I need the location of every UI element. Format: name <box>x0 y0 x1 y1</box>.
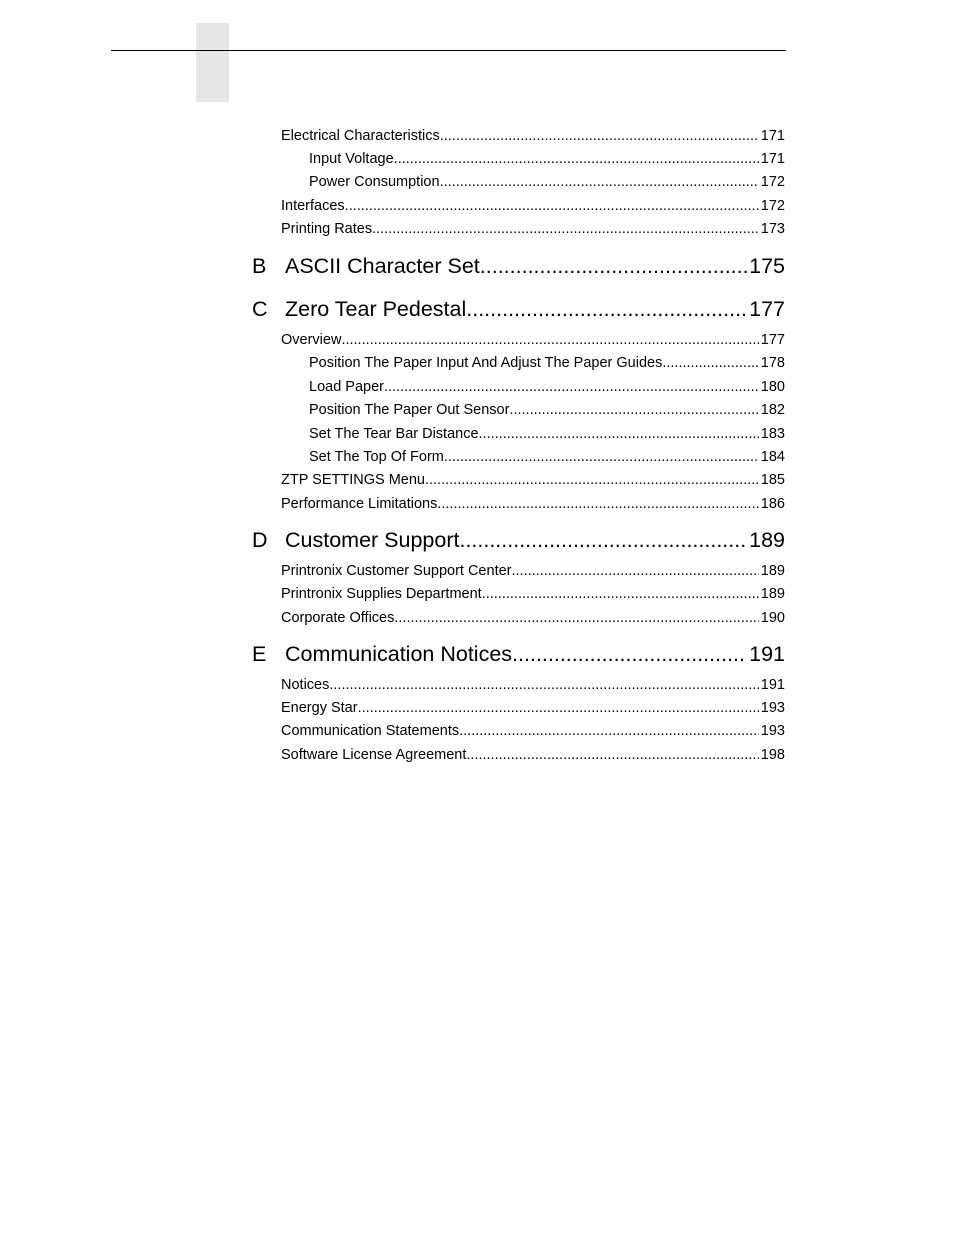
toc-entry-page: 189 <box>760 563 785 579</box>
toc-chapter-c[interactable] <box>252 295 785 323</box>
dot-leader <box>440 172 759 192</box>
toc-entry-electrical-characteristics[interactable] <box>281 126 785 146</box>
toc-entry-interfaces[interactable] <box>281 196 785 216</box>
toc-entry-page: 182 <box>760 402 785 418</box>
toc-entry-page: 198 <box>760 747 785 763</box>
dot-leader <box>480 252 747 280</box>
dot-leader <box>459 721 759 741</box>
toc-entry-label: ZTP SETTINGS Menu <box>281 472 425 488</box>
dot-leader <box>466 295 747 323</box>
toc-entry-label: Position The Paper Out Sensor <box>309 402 510 418</box>
toc-entry-notices[interactable] <box>281 675 785 695</box>
toc-entry-page: 190 <box>760 610 785 626</box>
toc-entry-label: Energy Star <box>281 700 358 716</box>
toc-entry-communication-statements[interactable] <box>281 721 785 741</box>
toc-entry-label: Performance Limitations <box>281 496 438 512</box>
toc-entry-ztp-settings-menu[interactable] <box>281 470 785 490</box>
chapter-letter: C <box>252 297 268 321</box>
dot-leader <box>662 353 758 373</box>
toc-entry-page: 191 <box>760 677 785 693</box>
toc-entry-page: 177 <box>760 332 785 348</box>
dot-leader <box>358 698 759 718</box>
dot-leader <box>425 470 759 490</box>
toc-entry-page: 180 <box>760 379 785 395</box>
toc-entry-page: 193 <box>760 700 785 716</box>
toc-chapter-b[interactable] <box>252 252 785 280</box>
chapter-page: 175 <box>749 254 785 278</box>
dot-leader <box>440 126 759 146</box>
chapter-title: Communication Notices <box>285 642 513 666</box>
toc-entry-label: Printing Rates <box>281 221 373 237</box>
chapter-page: 189 <box>749 528 785 552</box>
toc-entry-label: Notices <box>281 677 330 693</box>
toc-entry-performance-limitations[interactable] <box>281 494 785 514</box>
chapter-letter: B <box>252 254 267 278</box>
toc-entry-page: 172 <box>760 198 785 214</box>
dot-leader <box>329 675 758 695</box>
dot-leader <box>345 196 759 216</box>
toc-entry-page: 185 <box>760 472 785 488</box>
toc-entry-tear-bar[interactable] <box>309 424 785 444</box>
toc-entry-page: 189 <box>760 586 785 602</box>
chapter-title: Zero Tear Pedestal <box>285 297 467 321</box>
toc-entry-page: 171 <box>760 151 785 167</box>
toc-entry-label: Printronix Customer Support Center <box>281 563 512 579</box>
toc-entry-label: Electrical Characteristics <box>281 128 440 144</box>
dot-leader <box>459 526 747 554</box>
chapter-letter: E <box>252 642 267 666</box>
dot-leader <box>437 494 758 514</box>
dot-leader <box>509 400 758 420</box>
toc-entry-load-paper[interactable] <box>309 377 785 397</box>
dot-leader <box>466 745 758 765</box>
toc-entry-supplies-department[interactable] <box>281 584 785 604</box>
toc-entry-page: 183 <box>760 426 785 442</box>
toc-entry-position-paper-input[interactable] <box>309 353 785 373</box>
dot-leader <box>394 608 758 628</box>
toc-entry-label: Printronix Supplies Department <box>281 586 482 602</box>
dot-leader <box>394 149 759 169</box>
toc-entry-label: Interfaces <box>281 198 345 214</box>
toc-entry-page: 171 <box>760 128 785 144</box>
toc-entry-page: 173 <box>760 221 785 237</box>
dot-leader <box>444 447 759 467</box>
chapter-page: 191 <box>749 642 785 666</box>
toc-entry-label: Power Consumption <box>309 174 440 190</box>
chapter-letter: D <box>252 528 268 552</box>
toc-entry-page: 178 <box>760 355 785 371</box>
toc-entry-label: Set The Tear Bar Distance <box>309 426 479 442</box>
dot-leader <box>384 377 759 397</box>
toc-entry-page: 193 <box>760 723 785 739</box>
toc-entry-energy-star[interactable] <box>281 698 785 718</box>
toc-entry-customer-support-center[interactable] <box>281 561 785 581</box>
dot-leader <box>372 219 759 239</box>
chapter-title: ASCII Character Set <box>285 254 480 278</box>
chapter-page: 177 <box>749 297 785 321</box>
toc-entry-page: 184 <box>760 449 785 465</box>
toc-entry-input-voltage[interactable] <box>309 149 785 169</box>
toc-entry-corporate-offices[interactable] <box>281 608 785 628</box>
toc-entry-label: Overview <box>281 332 342 348</box>
toc-entry-label: Load Paper <box>309 379 384 395</box>
toc-chapter-d[interactable] <box>252 526 785 554</box>
toc-entry-software-license[interactable] <box>281 745 785 765</box>
dot-leader <box>512 561 759 581</box>
dot-leader <box>341 330 758 350</box>
dot-leader <box>479 424 759 444</box>
toc-entry-page: 186 <box>760 496 785 512</box>
toc-entry-label: Input Voltage <box>309 151 394 167</box>
toc-entry-label: Corporate Offices <box>281 610 395 626</box>
dot-leader <box>512 640 747 668</box>
toc-entry-page: 172 <box>760 174 785 190</box>
dot-leader <box>482 584 759 604</box>
toc-entry-power-consumption[interactable] <box>309 172 785 192</box>
toc-entry-overview[interactable] <box>281 330 785 350</box>
toc-entry-printing-rates[interactable] <box>281 219 785 239</box>
toc-entry-label: Communication Statements <box>281 723 460 739</box>
toc-chapter-e[interactable] <box>252 640 785 668</box>
toc-entry-label: Set The Top Of Form <box>309 449 444 465</box>
toc-entry-label: Position The Paper Input And Adjust The Paper Guides <box>309 355 663 371</box>
toc-entry-position-paper-out[interactable] <box>309 400 785 420</box>
toc-entry-label: Software License Agreement <box>281 747 467 763</box>
chapter-title: Customer Support <box>285 528 460 552</box>
toc-entry-top-of-form[interactable] <box>309 447 785 467</box>
